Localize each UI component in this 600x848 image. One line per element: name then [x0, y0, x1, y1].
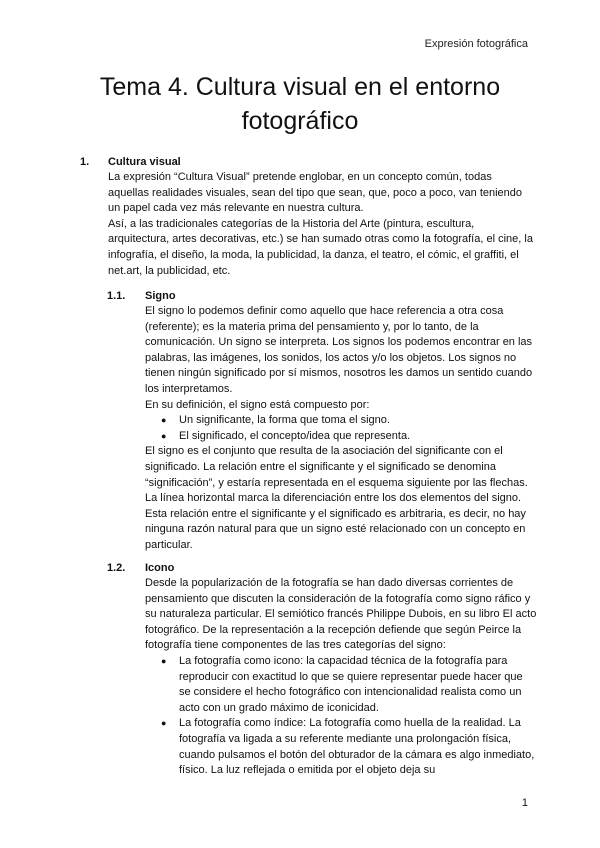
subsection-signo — [107, 289, 537, 554]
bullet-list — [145, 413, 537, 444]
page-number: 1 — [521, 797, 528, 809]
paragraph: Así, a las tradicionales categorías de la Historia del Arte (pintura, escultura, arquitectura, artes decorativas, etc.) se han sumado otras como la fotografía, el cine, la infografía, el diseño, la moda, la publicidad, la danza, el teatro, el cómic, el graffiti, el net.art, la publicidad, etc. — [108, 217, 533, 277]
subsection-icono — [107, 561, 537, 779]
subsection-body — [145, 576, 537, 779]
bullet-icon: ● — [161, 415, 167, 426]
running-header: Expresión fotográfica — [424, 38, 528, 50]
bullet-icon: ● — [161, 655, 167, 666]
list-item: ● La fotografía como icono: la capacidad técnica de la fotografía para reproducir con exactitud lo que se quiere representar puede hacer que se considere el hecho fotográfico con intencionalidad realista como un acto con un grado máximo de iconicidad. — [161, 654, 523, 714]
title-line-1: Tema 4. Cultura visual en el entorno — [99, 73, 501, 101]
bullet-icon: ● — [161, 718, 167, 729]
subsection-title: Signo — [145, 290, 176, 302]
list-item: ● El significado, el concepto/idea que representa. — [145, 429, 537, 445]
section-number: 1. — [80, 156, 90, 168]
section-body — [108, 170, 535, 279]
subsection-heading — [107, 561, 537, 576]
paragraph: El signo es el conjunto que resulta de la asociación del significante con el significado. La relación entre el significante y el significado se denomina “significación”, y estaría representada en el esquema siguiente por las flechas. La línea horizontal marca la diferenciación entre los dos elementos del signo. Esta relación entre el significante y el significado es arbitraria, es decir, no hay ninguna razón natural para que un signo esté relacionado con un concepto en particular. — [145, 445, 528, 551]
paragraph: En su definición, el signo está compuesto por: — [145, 398, 370, 411]
paragraph: La expresión “Cultura Visual” pretende englobar, en un concepto común, todas aquellas realidades visuales, sean del tipo que sean, que, poco a poco, van teniendo un papel cada vez más relevante en nuestra cultura. — [108, 171, 523, 215]
subsection-heading — [107, 289, 537, 304]
subsection-number: 1.1. — [107, 290, 126, 302]
section-cultura-visual — [80, 155, 535, 279]
section-title: Cultura visual — [108, 156, 181, 168]
subsection-body — [145, 304, 537, 554]
bullet-icon: ● — [161, 430, 167, 441]
page-title — [70, 70, 530, 138]
bullet-list — [145, 654, 537, 779]
list-item: ● La fotografía como índice: La fotografía como huella de la realidad. La fotografía va ligada a su referente mediante una prolongación física, cuando pulsamos el botón del obturador de la cámara es algo inmediato, físico. La luz reflejada o emitida por el objeto deja su — [161, 717, 535, 777]
subsection-number: 1.2. — [107, 562, 126, 574]
section-heading — [80, 155, 535, 170]
paragraph: Desde la popularización de la fotografía se han dado diversas corrientes de pensamiento que discuten la consideración de la fotografía como signo ráfico y su naturaleza particular. El semiótico francés Philippe Dubois, en su libro El acto fotográfico. De la representación a la recepción defiende que según Peirce la fotografía tiene componentes de las tres categorías del signo: — [145, 577, 537, 652]
list-item: ● Un significante, la forma que toma el signo. — [145, 413, 537, 429]
paragraph: El signo lo podemos definir como aquello que hace referencia a otra cosa (referente); es la materia prima del pensamiento y, por lo tanto, de la comunicación. Un signo se interpreta. Los signos los podemos encontrar en las palabras, las imágenes, los sonidos, los actos y/o los objetos. Los signos no tienen ningún significado por sí mismos, nosotros les damos un sentido cuando los interpretamos. — [145, 305, 533, 395]
subsection-title: Icono — [145, 562, 175, 574]
title-line-2: fotográfico — [241, 107, 359, 135]
